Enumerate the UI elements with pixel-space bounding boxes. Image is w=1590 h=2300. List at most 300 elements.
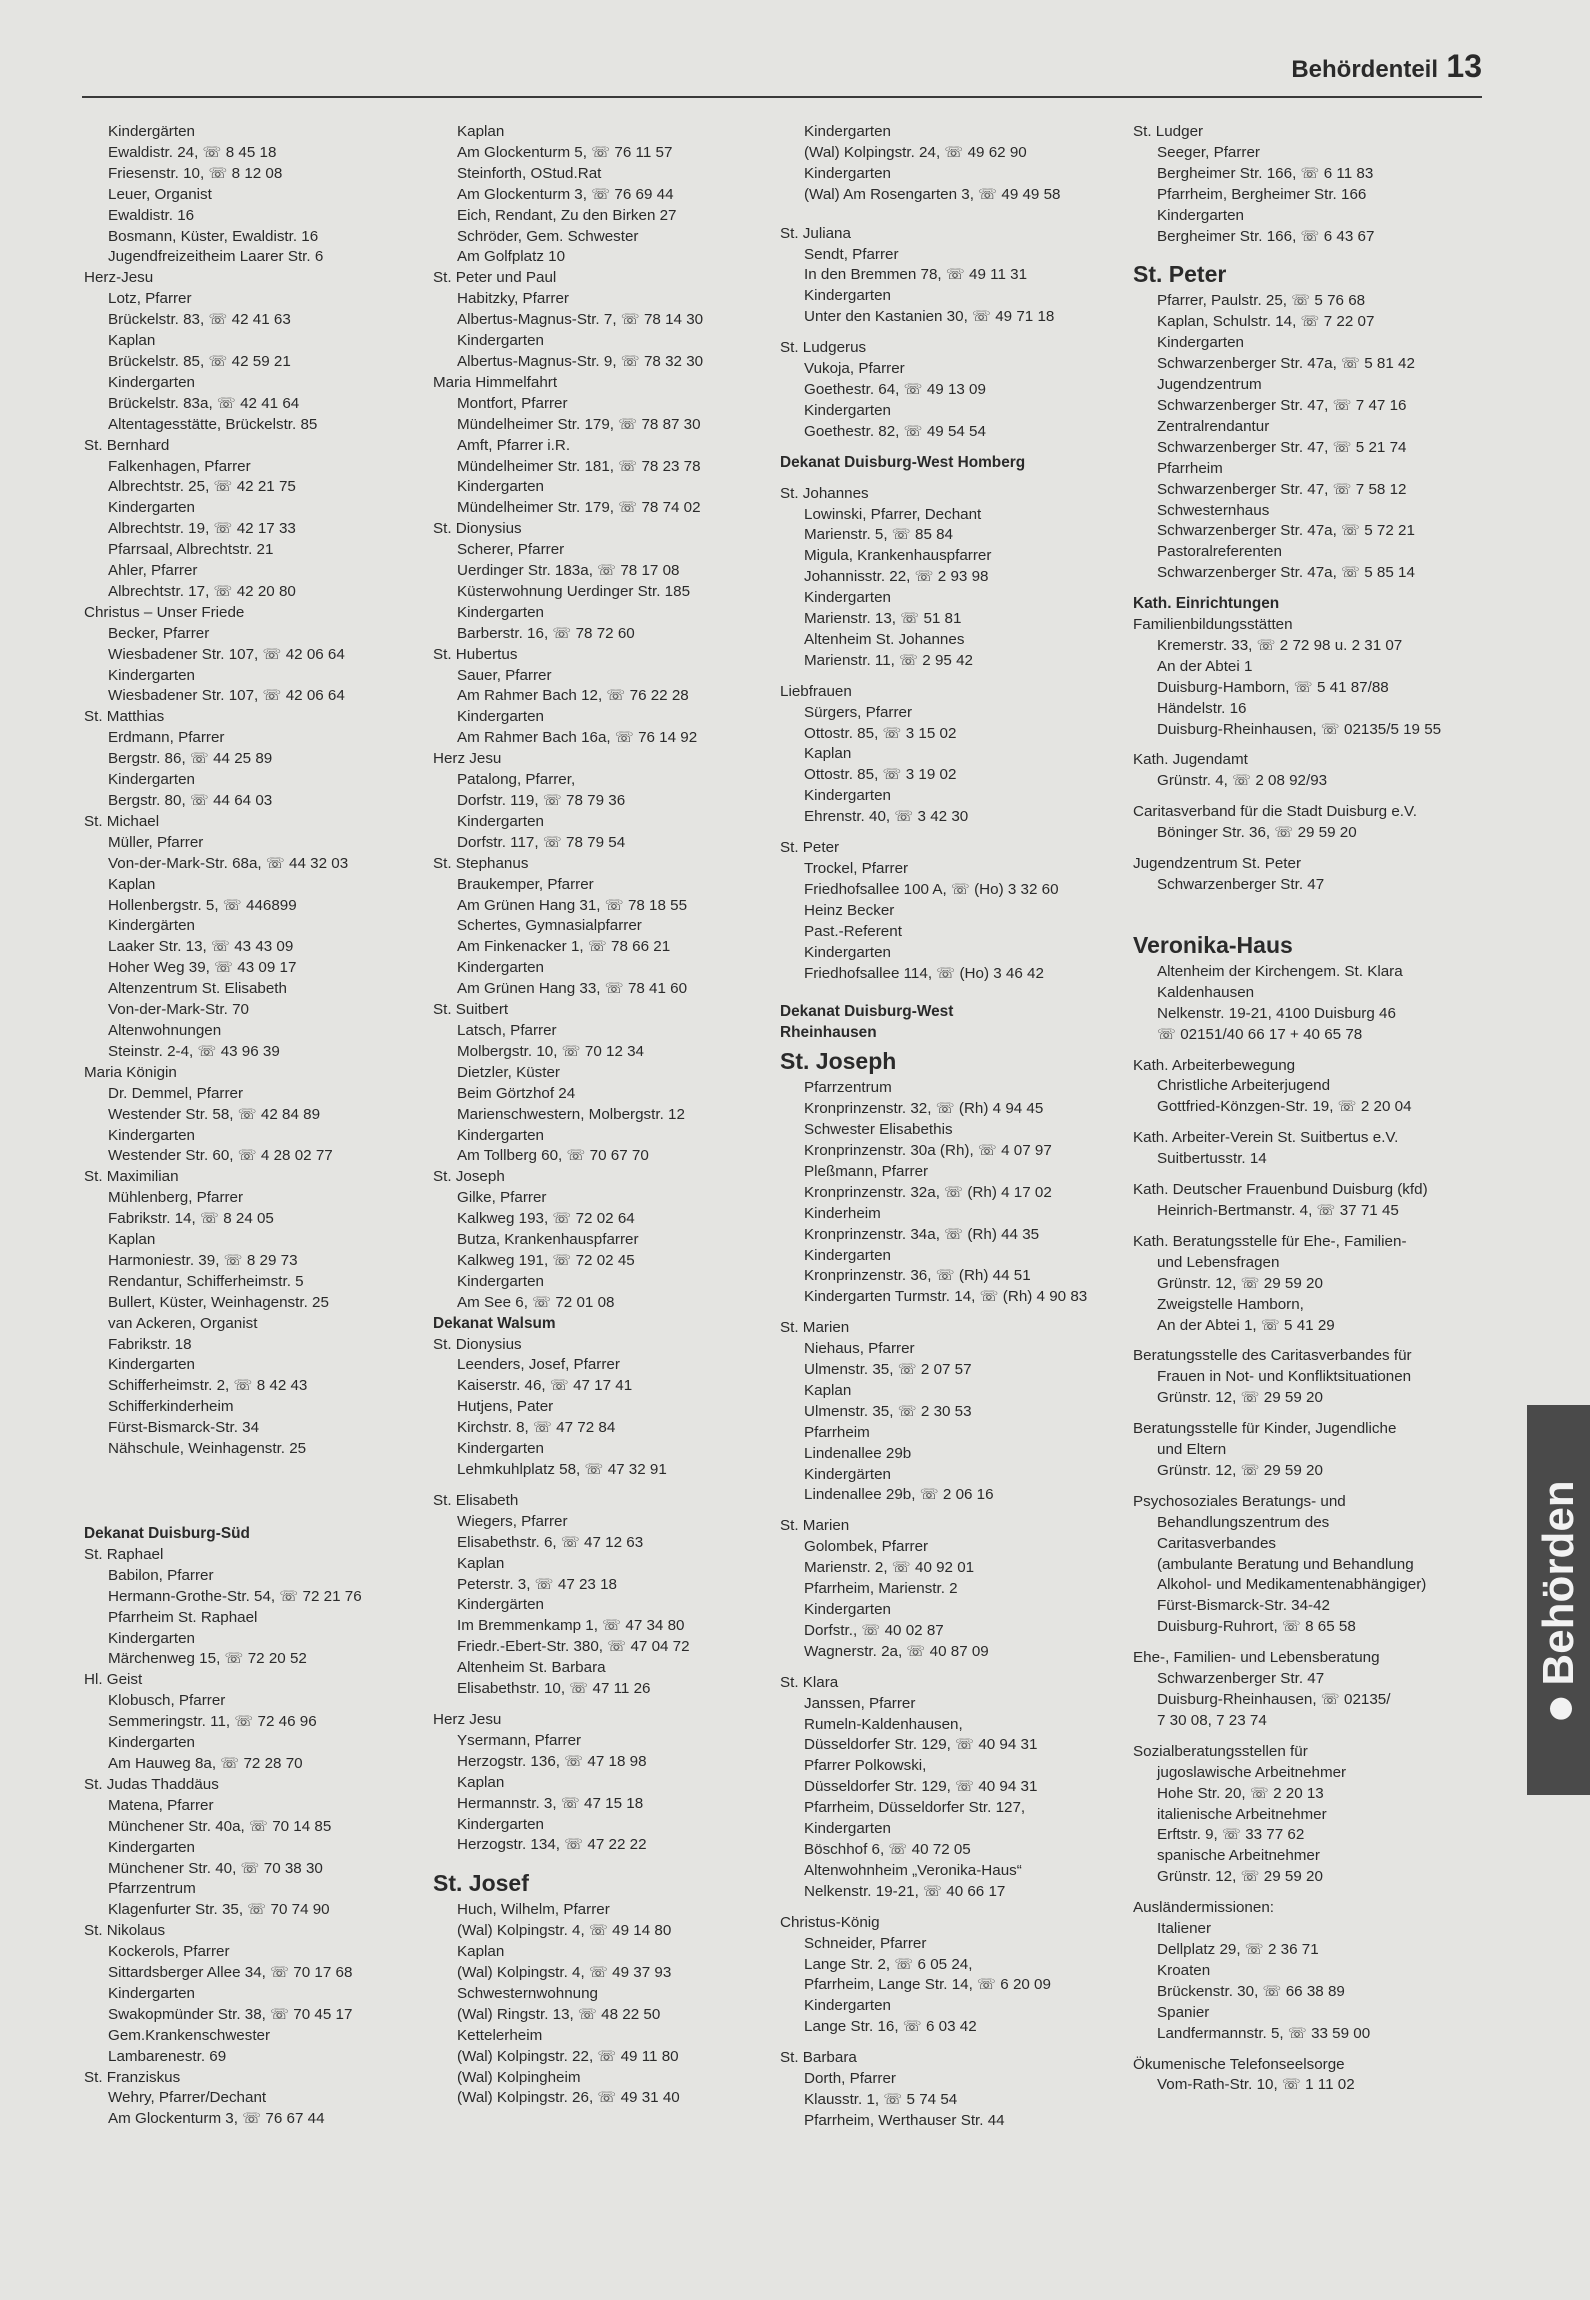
section-heading: Dekanat Duisburg-West Homberg (780, 453, 1026, 471)
entry-line: Kalkweg 193, ☏ 72 02 64 (457, 1210, 635, 1228)
spacer (1133, 1046, 1453, 1056)
entry-line: Zweigstelle Hamborn, (1157, 1295, 1304, 1313)
entry-line: Bergstr. 80, ☏ 44 64 03 (108, 792, 273, 809)
entry-line: ☏ 02151/40 66 17 + 40 65 78 (1157, 1025, 1363, 1043)
entry-line: jugoslawische Arbeitnehmer (1157, 1763, 1347, 1781)
entry-line: Albertus-Magnus-Str. 9, ☏ 78 32 30 (457, 352, 704, 370)
entry-line: Schneider, Pfarrer (804, 1934, 927, 1952)
entry-line: Montfort, Pfarrer (457, 394, 568, 412)
entry-title: St. Klara (780, 1673, 839, 1691)
entry-line: (Wal) Am Rosengarten 3, ☏ 49 49 58 (804, 185, 1061, 203)
entry-line: Pleßmann, Pfarrer (804, 1162, 929, 1180)
entry-title: St. Peter (780, 839, 840, 857)
spacer (1133, 1482, 1453, 1492)
entry-line: Erftstr. 9, ☏ 33 77 62 (1157, 1826, 1305, 1844)
entry-line: Nelkenstr. 19-21, ☏ 40 66 17 (804, 1882, 1006, 1900)
entry-line: Pastoralreferenten (1157, 543, 1282, 561)
entry-line: Grünstr. 12, ☏ 29 59 20 (1157, 1274, 1323, 1292)
entry-line: Falkenhagen, Pfarrer (108, 457, 251, 475)
entry-line: Dorfstr. 119, ☏ 78 79 36 (457, 792, 626, 809)
entry-title: Psychosoziales Beratungs- und (1133, 1492, 1346, 1510)
entry-line: Kettelerheim (457, 2026, 543, 2044)
entry-line: Christliche Arbeiterjugend (1157, 1077, 1331, 1095)
entry-line: Friedhofsallee 114, ☏ (Ho) 3 46 42 (804, 964, 1044, 982)
entry-title: St. Barbara (780, 2049, 857, 2067)
entry-line: Schifferheimstr. 2, ☏ 8 42 43 (108, 1377, 308, 1395)
spacer (1133, 247, 1453, 257)
entry-title: Maria Himmelfahrt (433, 373, 558, 391)
entry-title: St. Elisabeth (433, 1491, 519, 1509)
side-tab-label: Behörden (1533, 1480, 1583, 1686)
section-heading: Veronika-Haus (1133, 931, 1293, 958)
entry-line: Kindergarten (457, 1272, 544, 1290)
entry-line: Kindergarten (108, 373, 195, 391)
entry-line: Schwarzenberger Str. 47a, ☏ 5 81 42 (1157, 355, 1415, 373)
spacer (780, 1506, 1110, 1516)
entry-line: Peterstr. 3, ☏ 47 23 18 (457, 1575, 617, 1593)
entry-line: Wiesbadener Str. 107, ☏ 42 06 64 (108, 687, 345, 705)
entry-line: Kronprinzenstr. 30a (Rh), ☏ 4 07 97 (804, 1141, 1052, 1159)
spacer (1133, 1222, 1453, 1232)
entry-line: Babilon, Pfarrer (108, 1566, 214, 1584)
entry-line: Marienstr. 5, ☏ 85 84 (804, 526, 953, 544)
entry-line: Schertes, Gymnasialpfarrer (457, 917, 642, 935)
entry-line: Märchenweg 15, ☏ 72 20 52 (108, 1650, 307, 1668)
entry-line: Mündelheimer Str. 179, ☏ 78 87 30 (457, 415, 701, 433)
entry-line: Hoher Weg 39, ☏ 43 09 17 (108, 959, 297, 977)
entry-title: St. Nikolaus (84, 1922, 166, 1940)
entry-title: St. Michael (84, 812, 160, 830)
entry-line: Herzogstr. 136, ☏ 47 18 98 (457, 1752, 647, 1770)
entry-line: Vom-Rath-Str. 10, ☏ 1 11 02 (1157, 2076, 1355, 2094)
entry-line: Habitzky, Pfarrer (457, 290, 569, 308)
entry-line: Sittardsberger Allee 34, ☏ 70 17 68 (108, 1964, 353, 1982)
spacer (780, 828, 1110, 838)
entry-line: Dietzler, Küster (457, 1063, 560, 1081)
entry-line: Bergheimer Str. 166, ☏ 6 11 83 (1157, 164, 1374, 182)
entry-line: Kindergarten (804, 123, 891, 140)
entry-line: Kremerstr. 33, ☏ 2 72 98 u. 2 31 07 (1157, 636, 1403, 654)
entry-line: Kalkweg 191, ☏ 72 02 45 (457, 1251, 635, 1269)
page-number: 13 (1446, 48, 1482, 84)
entry-line: Kindergarten (108, 666, 195, 684)
entry-line: Dorth, Pfarrer (804, 2070, 896, 2088)
entry-line: Laaker Str. 13, ☏ 43 43 09 (108, 938, 294, 956)
entry-line: Alkohol- und Medikamentenabhängiger) (1157, 1576, 1427, 1594)
entry-line: Kindergärten (108, 917, 195, 935)
entry-line: Schröder, Gem. Schwester (457, 227, 639, 245)
entry-line: Sauer, Pfarrer (457, 666, 552, 684)
entry-line: Am Golfplatz 10 (457, 248, 566, 266)
entry-line: Altentagesstätte, Brückelstr. 85 (108, 415, 318, 433)
entry-line: Pfarrheim, Düsseldorfer Str. 127, (804, 1799, 1026, 1817)
entry-line: Braukemper, Pfarrer (457, 875, 594, 893)
entry-line: Schwarzenberger Str. 47a, ☏ 5 72 21 (1157, 522, 1415, 540)
entry-line: Kindergarten (108, 1734, 195, 1752)
entry-line: 7 30 08, 7 23 74 (1157, 1711, 1267, 1729)
column-1 (84, 122, 414, 2130)
entry-line: Kindergarten (457, 1440, 544, 1458)
entry-line: Hermann-Grothe-Str. 54, ☏ 72 21 76 (108, 1587, 362, 1605)
entry-line: Mündelheimer Str. 179, ☏ 78 74 02 (457, 499, 701, 517)
entry-line: Am Tollberg 60, ☏ 70 67 70 (457, 1147, 649, 1165)
entry-title: Kath. Deutscher Frauenbund Duisburg (kfd) (1133, 1181, 1428, 1199)
entry-line: Eich, Rendant, Zu den Birken 27 (457, 206, 677, 224)
entry-line: Am See 6, ☏ 72 01 08 (457, 1293, 615, 1311)
entry-title: Beratungsstelle des Caritasverbandes für (1133, 1347, 1412, 1365)
entry-line: Schwesternhaus (1157, 501, 1270, 519)
entry-line: Ottostr. 85, ☏ 3 15 02 (804, 724, 957, 742)
entry-line: Von-der-Mark-Str. 68a, ☏ 44 32 03 (108, 854, 349, 872)
section-heading: Dekanat Duisburg-Süd (84, 1525, 250, 1542)
entry-line: Vukoja, Pfarrer (804, 360, 905, 378)
entry-line: Pfarrer Polkowski, (804, 1757, 927, 1775)
entry-line: Kindergarten (108, 499, 195, 517)
spacer (1133, 1409, 1453, 1419)
entry-title: Sozialberatungsstellen für (1133, 1742, 1308, 1760)
entry-line: Altenwohnungen (108, 1021, 222, 1039)
entry-line: spanische Arbeitnehmer (1157, 1847, 1320, 1865)
entry-title: Caritasverband für die Stadt Duisburg e.V. (1133, 803, 1417, 821)
entry-line: Bergheimer Str. 166, ☏ 6 43 67 (1157, 227, 1375, 245)
entry-title: Kath. Beratungsstelle für Ehe-, Familien- (1133, 1232, 1407, 1250)
entry-title: St. Matthias (84, 708, 165, 726)
entry-line: Goethestr. 64, ☏ 49 13 09 (804, 380, 986, 398)
entry-title: St. Johannes (780, 484, 869, 502)
entry-line: Nähschule, Weinhagenstr. 25 (108, 1440, 307, 1458)
entry-line: Lehmkuhlplatz 58, ☏ 47 32 91 (457, 1461, 667, 1478)
entry-line: Kindergarten Turmstr. 14, ☏ (Rh) 4 90 83 (804, 1288, 1088, 1306)
entry-line: Kindergärten (457, 1596, 544, 1614)
entry-line: Becker, Pfarrer (108, 624, 210, 642)
entry-line: Kindergarten (804, 589, 891, 607)
entry-line: (Wal) Kolpingstr. 26, ☏ 49 31 40 (457, 2089, 680, 2107)
entry-line: Leenders, Josef, Pfarrer (457, 1356, 620, 1374)
entry-title: St. Ludgerus (780, 339, 867, 357)
entry-line: Wehry, Pfarrer/Dechant (108, 2089, 267, 2107)
spacer (1133, 896, 1453, 928)
entry-line: Barberstr. 16, ☏ 78 72 60 (457, 624, 635, 642)
entry-line: Ewaldistr. 24, ☏ 8 45 18 (108, 143, 277, 161)
entry-line: Friedr.-Ebert-Str. 380, ☏ 47 04 72 (457, 1638, 690, 1656)
spacer (1133, 792, 1453, 802)
spacer (1133, 844, 1453, 854)
entry-line: Goethestr. 82, ☏ 49 54 54 (804, 422, 986, 440)
entry-line: Kindergarten (804, 1246, 891, 1264)
entry-line: Münchener Str. 40a, ☏ 70 14 85 (108, 1817, 332, 1835)
column-3 (780, 122, 1110, 2132)
entry-line: Am Rahmer Bach 16a, ☏ 76 14 92 (457, 729, 698, 747)
entry-line: Duisburg-Ruhrort, ☏ 8 65 58 (1157, 1618, 1356, 1636)
entry-title: St. Dionysius (433, 1335, 522, 1353)
entry-line: Heinz Becker (804, 901, 895, 919)
entry-line: Suitbertusstr. 14 (1157, 1150, 1267, 1168)
entry-line: Brückelstr. 83a, ☏ 42 41 64 (108, 394, 300, 412)
entry-line: Brückelstr. 85, ☏ 42 59 21 (108, 352, 291, 370)
spacer (1133, 1638, 1453, 1648)
entry-title: St. Franziskus (84, 2068, 181, 2086)
entry-line: Kaplan, Schulstr. 14, ☏ 7 22 07 (1157, 313, 1375, 331)
entry-title: Kath. Arbeiterbewegung (1133, 1056, 1296, 1074)
section-heading: Kath. Einrichtungen (1133, 595, 1280, 613)
spacer (433, 1481, 763, 1491)
entry-line: Brückenstr. 30, ☏ 66 38 89 (1157, 1982, 1345, 2000)
entry-line: Kindergarten (1157, 334, 1244, 352)
entry-line: Kaplan (457, 1554, 505, 1572)
bullet-icon (1550, 1698, 1572, 1720)
entry-line: Schwarzenberger Str. 47 (1157, 876, 1325, 893)
entry-line: Am Grünen Hang 31, ☏ 78 18 55 (457, 896, 688, 914)
entry-line: Seeger, Pfarrer (1157, 143, 1260, 161)
spacer (780, 474, 1110, 484)
entry-line: Ottostr. 85, ☏ 3 19 02 (804, 766, 957, 784)
entry-line: Butza, Krankenhauspfarrer (457, 1231, 639, 1249)
entry-line: Bosmann, Küster, Ewaldistr. 16 (108, 227, 319, 245)
entry-line: Pfarrheim, Lange Str. 14, ☏ 6 20 09 (804, 1976, 1051, 1994)
entry-line: (Wal) Kolpingstr. 22, ☏ 49 11 80 (457, 2047, 679, 2065)
entry-line: Behandlungszentrum des (1157, 1513, 1330, 1531)
entry-title: St. Bernhard (84, 436, 170, 454)
entry-line: Marienstr. 13, ☏ 51 81 (804, 610, 962, 628)
entry-line: Kaldenhausen (1157, 983, 1255, 1001)
entry-line: Fabrikstr. 18 (108, 1335, 192, 1353)
spacer (780, 1308, 1110, 1318)
entry-line: Schwarzenberger Str. 47, ☏ 7 47 16 (1157, 396, 1407, 414)
entry-line: Amft, Pfarrer i.R. (457, 436, 571, 454)
entry-line: In den Bremmen 78, ☏ 49 11 31 (804, 266, 1028, 284)
section-heading: St. Peter (1133, 261, 1227, 288)
spacer (1133, 2045, 1453, 2055)
entry-line: Kindergarten (457, 812, 544, 830)
entry-line: Gilke, Pfarrer (457, 1189, 547, 1207)
entry-line: Beim Görtzhof 24 (457, 1084, 576, 1102)
entry-line: Mündelheimer Str. 181, ☏ 78 23 78 (457, 457, 701, 475)
entry-line: Spanier (1157, 2003, 1210, 2021)
entry-line: Ewaldistr. 16 (108, 206, 195, 224)
entry-line: Kaplan (804, 745, 852, 763)
entry-line: Lindenallee 29b (804, 1444, 912, 1462)
entry-line: Rumeln-Kaldenhausen, (804, 1715, 963, 1733)
entry-line: Am Rahmer Bach 12, ☏ 76 22 28 (457, 687, 689, 705)
entry-line: Steinstr. 2-4, ☏ 43 96 39 (108, 1042, 280, 1060)
entry-line: Leuer, Organist (108, 185, 212, 203)
entry-title: Christus – Unser Friede (84, 603, 245, 621)
spacer (1133, 740, 1453, 750)
entry-line: Schifferkinderheim (108, 1398, 234, 1416)
entry-line: Uerdinger Str. 183a, ☏ 78 17 08 (457, 562, 680, 580)
section-heading: Dekanat Walsum (433, 1314, 556, 1332)
entry-line: Kindergarten (457, 332, 544, 350)
entry-line: Lowinski, Pfarrer, Dechant (804, 505, 982, 523)
entry-line: Kronprinzenstr. 32a, ☏ (Rh) 4 17 02 (804, 1183, 1052, 1201)
entry-line: Kronprinzenstr. 34a, ☏ (Rh) 44 35 (804, 1225, 1040, 1243)
entry-line: Am Glockenturm 5, ☏ 76 11 57 (457, 143, 673, 161)
entry-line: Herzogstr. 134, ☏ 47 22 22 (457, 1836, 647, 1854)
entry-line: Fabrikstr. 14, ☏ 8 24 05 (108, 1210, 274, 1228)
spacer (780, 1663, 1110, 1673)
entry-line: Kindergarten (804, 287, 891, 305)
entry-line: Klausstr. 1, ☏ 5 74 54 (804, 2090, 958, 2108)
entry-line: Jugendfreizeitheim Laarer Str. 6 (108, 248, 324, 266)
entry-line: Sendt, Pfarrer (804, 245, 899, 263)
entry-line: Lotz, Pfarrer (108, 290, 192, 308)
entry-line: Pfarrheim (804, 1423, 870, 1441)
entry-line: Bergstr. 86, ☏ 44 25 89 (108, 750, 273, 768)
section-heading: Rheinhausen (780, 1024, 877, 1042)
spacer (780, 328, 1110, 338)
entry-title: St. Marien (780, 1319, 850, 1337)
entry-line: Heinrich-Bertmanstr. 4, ☏ 37 71 45 (1157, 1201, 1399, 1219)
entry-title: St. Peter und Paul (433, 269, 557, 287)
entry-title: St. Marien (780, 1517, 850, 1535)
entry-line: Pfarrer, Paulstr. 25, ☏ 5 76 68 (1157, 292, 1366, 310)
section-heading: Dekanat Duisburg-West (780, 1003, 954, 1021)
spacer (780, 206, 1110, 224)
entry-line: und Lebensfragen (1157, 1253, 1280, 1271)
entry-line: Albrechtstr. 17, ☏ 42 20 80 (108, 582, 296, 600)
entry-line: Bullert, Küster, Weinhagenstr. 25 (108, 1293, 329, 1311)
entry-line: Pfarrzentrum (804, 1079, 892, 1097)
entry-line: Kindergärten (108, 123, 195, 140)
entry-line: Kronprinzenstr. 32, ☏ (Rh) 4 94 45 (804, 1100, 1044, 1118)
entry-line: Fürst-Bismarck-Str. 34 (108, 1419, 260, 1437)
entry-line: Pfarrheim, Werthauser Str. 44 (804, 2111, 1005, 2129)
entry-line: Böninger Str. 36, ☏ 29 59 20 (1157, 824, 1357, 842)
entry-line: Marienschwestern, Molbergstr. 12 (457, 1105, 685, 1123)
entry-line: Am Glockenturm 3, ☏ 76 67 44 (108, 2110, 325, 2128)
entry-line: Pfarrsaal, Albrechtstr. 21 (108, 541, 274, 559)
entry-line: Grünstr. 12, ☏ 29 59 20 (1157, 1868, 1323, 1886)
entry-line: Mühlenberg, Pfarrer (108, 1189, 244, 1207)
entry-title: St. Stephanus (433, 854, 529, 872)
spacer (433, 1700, 763, 1710)
spacer (1133, 584, 1453, 594)
entry-line: Kindergarten (804, 164, 891, 182)
entry-title: Ökumenische Telefonseelsorge (1133, 2055, 1345, 2073)
entry-line: Lange Str. 2, ☏ 6 05 24, (804, 1955, 973, 1973)
entry-line: Kinderheim (804, 1204, 881, 1222)
section-heading: St. Josef (433, 1870, 529, 1897)
entry-title: Kath. Arbeiter-Verein St. Suitbertus e.V. (1133, 1129, 1399, 1147)
entry-line: Schwarzenberger Str. 47a, ☏ 5 85 14 (1157, 564, 1415, 582)
entry-line: Pfarrheim (1157, 459, 1223, 477)
entry-line: Kaiserstr. 46, ☏ 47 17 41 (457, 1377, 633, 1395)
entry-line: Westender Str. 60, ☏ 4 28 02 77 (108, 1147, 333, 1165)
entry-line: Altenheim St. Johannes (804, 630, 965, 648)
entry-line: Patalong, Pfarrer, (457, 771, 576, 789)
spacer (780, 443, 1110, 453)
entry-line: Steinforth, OStud.Rat (457, 164, 602, 182)
entry-title: Hl. Geist (84, 1671, 143, 1689)
entry-line: Kronprinzenstr. 36, ☏ (Rh) 44 51 (804, 1267, 1031, 1285)
entry-title: St. Raphael (84, 1545, 164, 1563)
entry-title: Ehe-, Familien- und Lebensberatung (1133, 1649, 1380, 1667)
entry-line: Erdmann, Pfarrer (108, 729, 225, 747)
entry-line: Albrechtstr. 19, ☏ 42 17 33 (108, 520, 296, 538)
entry-title: Maria Königin (84, 1063, 177, 1081)
entry-line: und Eltern (1157, 1441, 1227, 1459)
entry-line: Ysermann, Pfarrer (457, 1731, 582, 1749)
entry-line: Schwarzenberger Str. 47 (1157, 1670, 1325, 1688)
entry-line: (Wal) Ringstr. 13, ☏ 48 22 50 (457, 2005, 661, 2023)
entry-line: Dorfstr. 117, ☏ 78 79 54 (457, 833, 626, 851)
entry-title: St. Dionysius (433, 520, 522, 538)
entry-line: Schwarzenberger Str. 47, ☏ 5 21 74 (1157, 438, 1407, 456)
entry-line: Kockerols, Pfarrer (108, 1943, 230, 1961)
entry-line: Kaplan (457, 1943, 505, 1961)
entry-line: Kindergarten (1157, 206, 1244, 224)
entry-line: Kaplan (457, 1773, 505, 1791)
entry-line: Dellplatz 29, ☏ 2 36 71 (1157, 1940, 1319, 1958)
column-2 (433, 122, 763, 2109)
entry-line: Brückelstr. 83, ☏ 42 41 63 (108, 311, 291, 329)
entry-line: Im Bremmenkamp 1, ☏ 47 34 80 (457, 1617, 685, 1635)
entry-title: St. Judas Thaddäus (84, 1775, 219, 1793)
entry-title: Ausländermissionen: (1133, 1899, 1274, 1917)
entry-line: Past.-Referent (804, 922, 902, 940)
entry-line: Düsseldorfer Str. 129, ☏ 40 94 31 (804, 1778, 1038, 1796)
entry-line: Kaplan (108, 332, 156, 350)
spacer (84, 1492, 414, 1524)
entry-line: Kroaten (1157, 1961, 1211, 1979)
entry-title: Liebfrauen (780, 682, 852, 700)
entry-line: Scherer, Pfarrer (457, 541, 565, 559)
entry-line: Kindergarten (108, 1838, 195, 1856)
entry-line: Semmeringstr. 11, ☏ 72 46 96 (108, 1713, 317, 1731)
entry-line: Italiener (1157, 1920, 1212, 1938)
entry-title: Herz Jesu (433, 1710, 502, 1728)
entry-title: Familienbildungsstätten (1133, 616, 1293, 634)
spacer (1133, 1118, 1453, 1128)
entry-line: Ehrenstr. 40, ☏ 3 42 30 (804, 808, 969, 826)
entry-line: Am Grünen Hang 33, ☏ 78 41 60 (457, 980, 688, 998)
entry-line: Duisburg-Hamborn, ☏ 5 41 87/88 (1157, 678, 1389, 696)
entry-title: St. Hubertus (433, 645, 518, 663)
entry-line: Küsterwohnung Uerdinger Str. 185 (457, 582, 691, 600)
entry-line: Friesenstr. 10, ☏ 8 12 08 (108, 164, 283, 182)
spacer (1133, 1170, 1453, 1180)
entry-line: Grünstr. 12, ☏ 29 59 20 (1157, 1461, 1323, 1479)
entry-line: Elisabethstr. 10, ☏ 47 11 26 (457, 1680, 651, 1698)
entry-line: Kindergarten (804, 1997, 891, 2015)
entry-line: Lindenallee 29b, ☏ 2 06 16 (804, 1486, 994, 1504)
entry-line: Unter den Kastanien 30, ☏ 49 71 18 (804, 308, 1055, 326)
spacer (780, 984, 1110, 1002)
section-heading: St. Joseph (780, 1048, 897, 1075)
entry-line: Kindergarten (108, 1126, 195, 1144)
entry-line: Kindergarten (804, 943, 891, 961)
entry-line: Wiegers, Pfarrer (457, 1512, 568, 1530)
entry-line: Ahler, Pfarrer (108, 562, 198, 580)
entry-line: Düsseldorfer Str. 129, ☏ 40 94 31 (804, 1736, 1038, 1754)
entry-line: Grünstr. 12, ☏ 29 59 20 (1157, 1389, 1323, 1407)
entry-line: Münchener Str. 40, ☏ 70 38 30 (108, 1859, 323, 1877)
entry-line: Frauen in Not- und Konfliktsituationen (1157, 1368, 1412, 1386)
entry-line: Duisburg-Rheinhausen, ☏ 02135/5 19 55 (1157, 720, 1442, 738)
entry-line: Kindergärten (804, 1465, 891, 1483)
entry-line: Am Glockenturm 3, ☏ 76 69 44 (457, 185, 674, 203)
entry-line: Rendantur, Schifferheimstr. 5 (108, 1272, 304, 1290)
entry-line: Harmoniestr. 39, ☏ 8 29 73 (108, 1251, 298, 1269)
entry-line: Trockel, Pfarrer (804, 860, 909, 877)
entry-line: Kindergarten (108, 771, 195, 789)
entry-line: Hermannstr. 3, ☏ 47 15 18 (457, 1794, 644, 1812)
entry-line: italienische Arbeitnehmer (1157, 1805, 1327, 1823)
entry-title: Beratungsstelle für Kinder, Jugendliche (1133, 1420, 1397, 1438)
entry-line: Dr. Demmel, Pfarrer (108, 1084, 244, 1102)
entry-title: Christus-König (780, 1913, 880, 1931)
entry-line: Klagenfurter Str. 35, ☏ 70 74 90 (108, 1901, 330, 1919)
